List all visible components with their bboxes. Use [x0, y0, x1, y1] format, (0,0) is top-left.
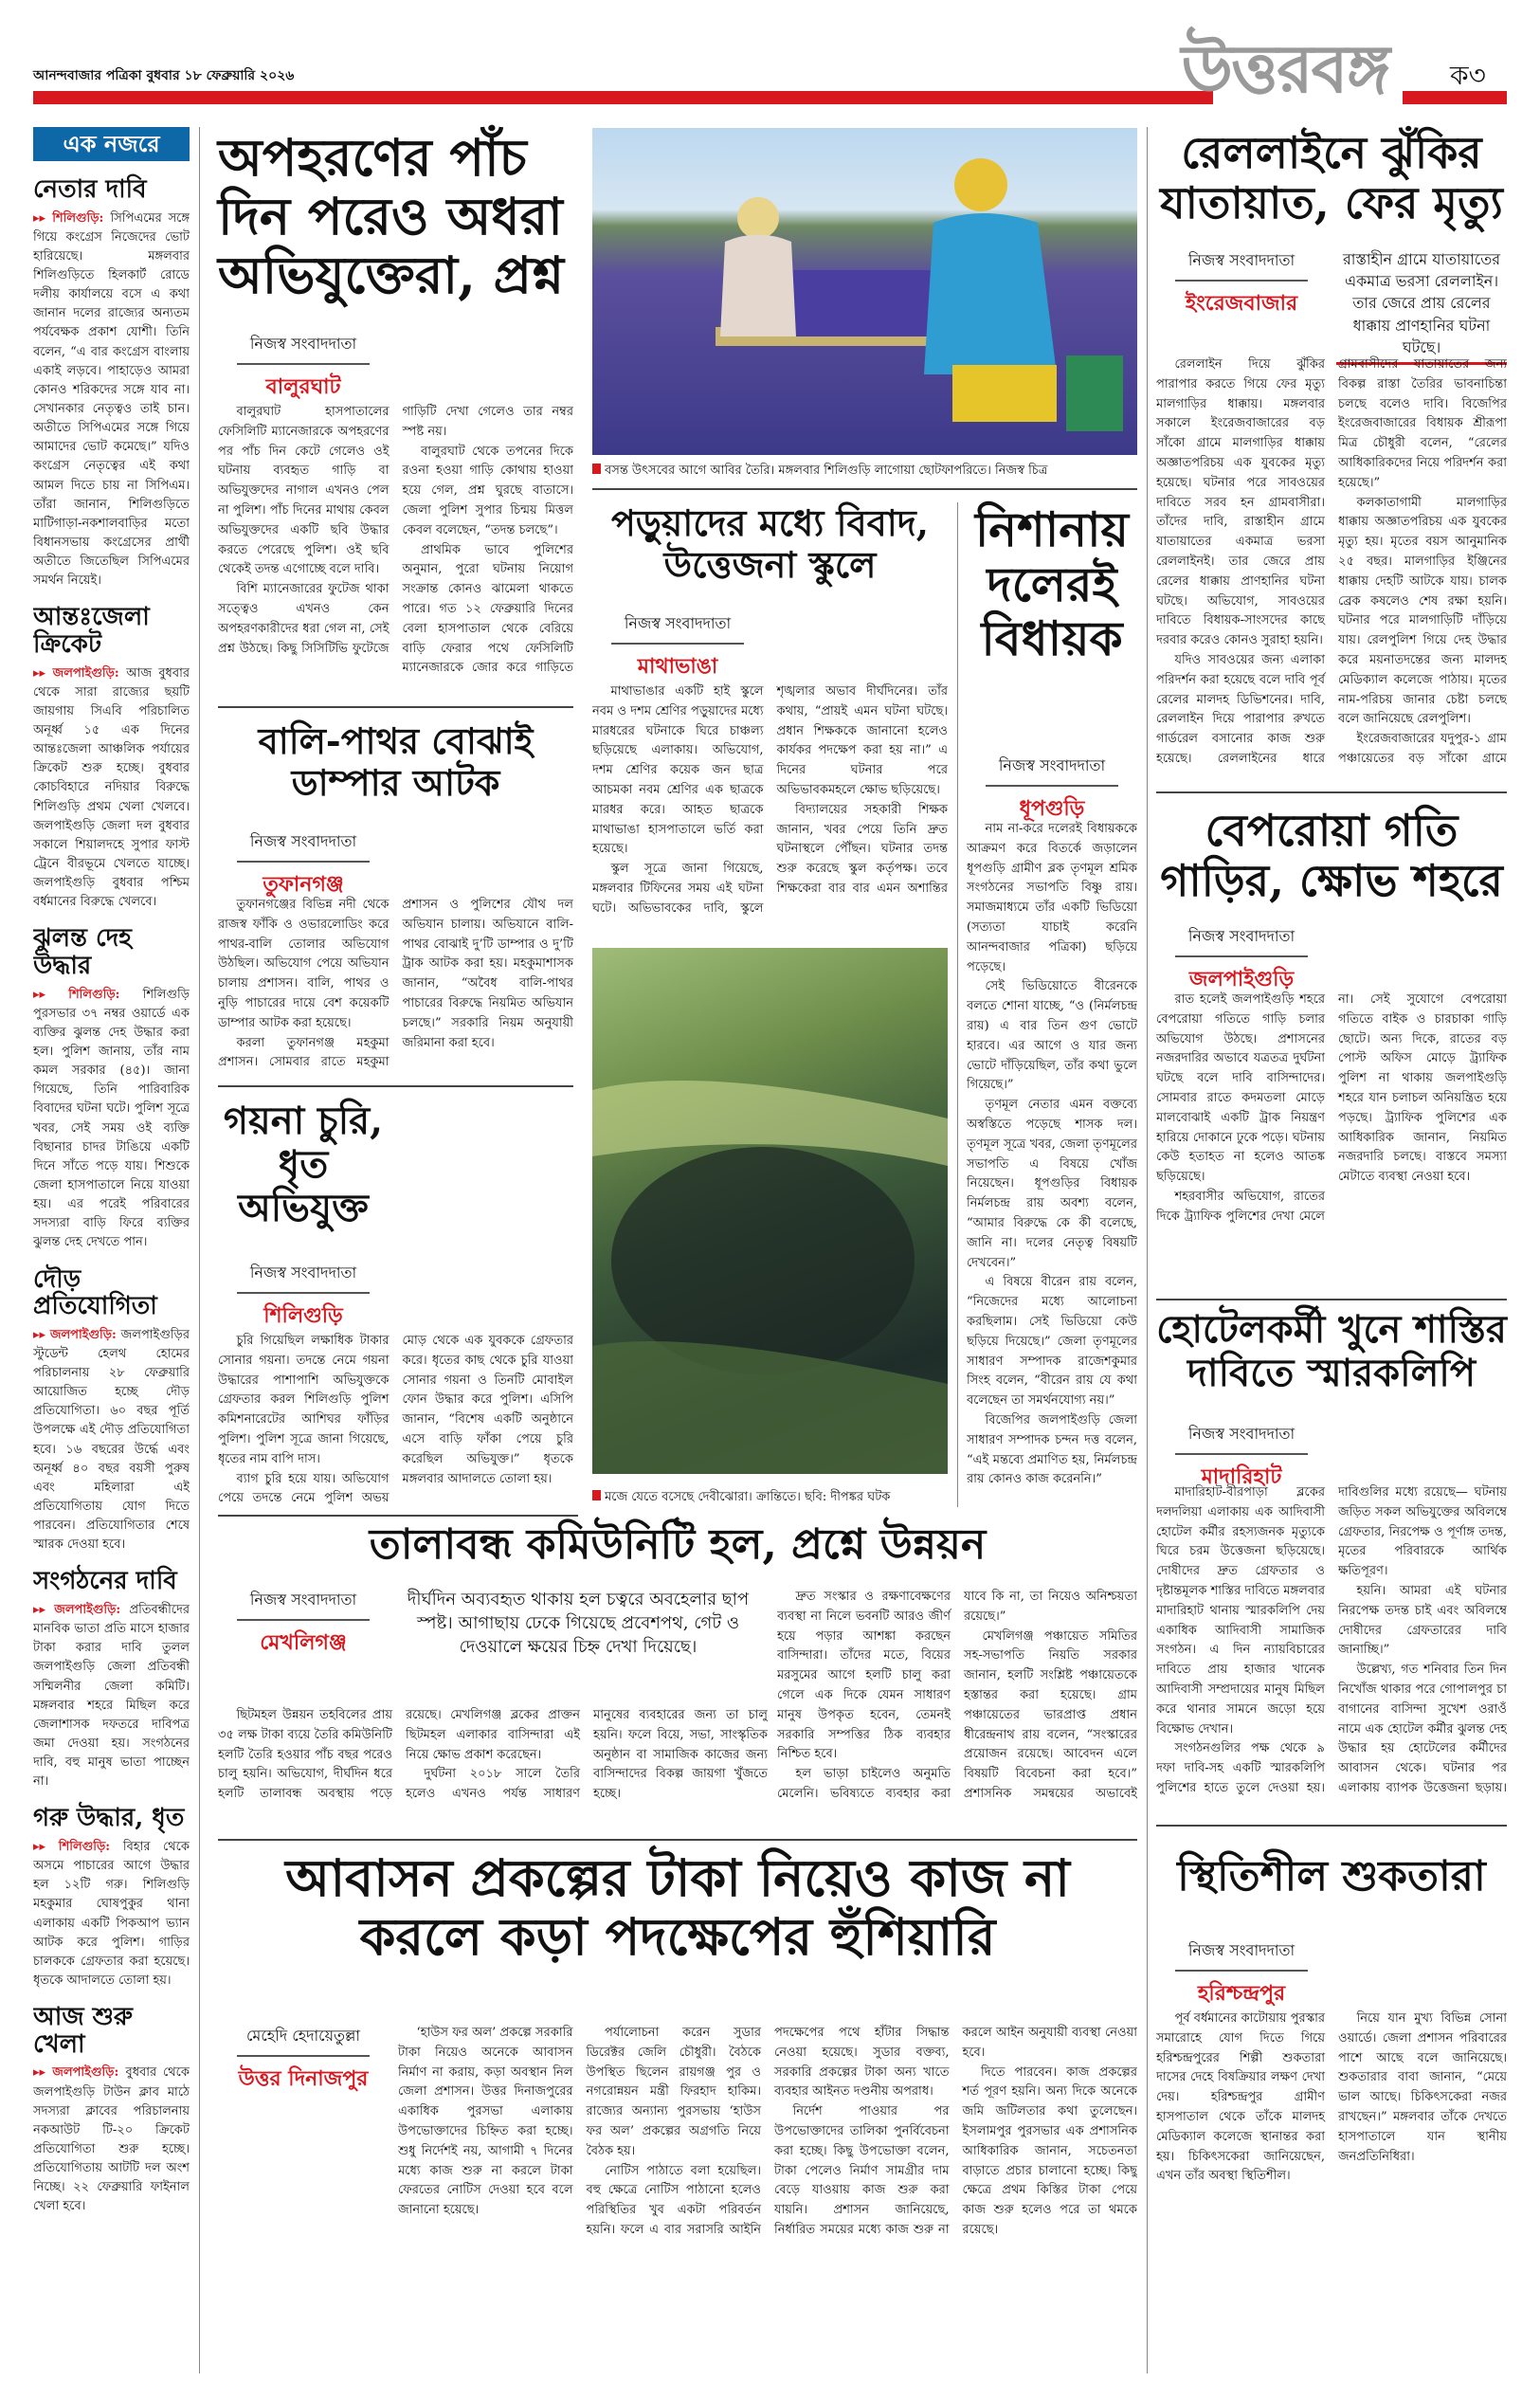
article-paragraph: মাথাভাঙার একটি হাই স্কুলে নবম ও দশম শ্রেণির পড়ুয়াদের মধ্যে মারধরের ঘটনাকে ঘিরে চাঞ্চল্য ছড়িয়েছে এলাকায়। অভিযোগ, দশম শ্রেণির কয়েক জন ছাত্র আচমকা নবম শ্রেণির এক ছাত্রকে মারধর করে। আহত ছাত্রকে মাথাভাঙা হাসপাতালে ভর্তি করা হয়েছে। — [592, 684, 764, 857]
masthead-date: আনন্দবাজার পত্রিকা বুধবার ১৮ ফেব্রুয়ারি ২০২৬ — [33, 68, 295, 83]
article-paragraph: কলকাতাগামী মালগাড়ির ধাক্কায় অজ্ঞাতপরিচয় এক যুবকের মৃত্যু হয়। মৃতের বয়স আনুমানিক ২৫ বছর। মালগাড়ির ইঞ্জিনের ধাক্কায় দেহটি আটকে যায়। চালক ব্রেক কষলেও শেষ রক্ষা হয়নি। ঘটনার পরে মালগাড়িটি দাঁড়িয়ে যায়। রেলপুলিশ গিয়ে দেহ উদ্ধার করে ময়নাতদন্তের জন্য মালদহ মেডিক্যাল কলেজে পাঠায়। মৃতের নাম-পরিচয় জানার চেষ্টা চলছে বলে জানিয়েছে রেলপুলিশ। — [1338, 495, 1507, 727]
body-hotel — [1156, 1483, 1507, 1806]
article-paragraph: দিতে পারবেন। কাজ প্রকল্পের শর্ত পূরণ হয়নি। অন্য দিকে অনেকে জমি জটিলতার কথা তুলেছেন। ইসলামপুর পুরসভার এক প্রশাসনিক আধিকারিক জানান, সচেতনতা বাড়াতে প্রচার চালানো হচ্ছে। কিছু ক্ষেত্রে প্রথম কিস্তির টাকা পেয়ে কাজ শুরু হলেও পরে তা থমকে রয়েছে। — [962, 2064, 1137, 2237]
headline-speed: বেপরোয়া গতি গাড়ির, ক্ষোভ শহরে — [1160, 805, 1503, 906]
brief-text — [33, 664, 190, 913]
headline-housing: আবাসন প্রকল্পের টাকা নিয়েও কাজ না করলে কড়া পদক্ষেপের হুঁশিয়ারি — [285, 1847, 1070, 1968]
brief-place: ▸▸ জলপাইগুড়ি: — [33, 665, 127, 681]
headline-jewel: গয়না চুরি, ধৃত অভিযুক্ত — [223, 1099, 384, 1230]
body-school — [592, 682, 948, 938]
brief-body: শিলিগুড়ি পুরসভার ৩৭ নম্বর ওয়ার্ডে এক ব্যক্তির ঝুলন্ত দেহ উদ্ধার করা হল। পুলিশ জানায়, তাঁর নাম কমল সরকার (৪৫)। জানা গিয়েছে, তিনি পারিবারিক বিবাদের ঘটনা ঘটে। পুলিশ সূত্রে খবর, সেই সময় ওই ব্যক্তি বিছানার চাদর টাঙিয়ে একটি দিনে সাঁতে পড়ে যায়। শিশুকে জেলা হাসপাতালে নিয়ে যাওয়া হয়। এর পরেই পরিবারের সদস্যরা বাড়ি ফিরে ব্যক্তির ঝুলন্ত দেহ দেখতে পান। — [33, 987, 190, 1250]
caption-marker-icon — [592, 1490, 601, 1500]
page-number: ক৩ — [1450, 60, 1486, 91]
article-paragraph: নোটিস পাঠাতে বলা হয়েছিল। বহু ক্ষেত্রে নোটিস পাঠানো হলেও পরিস্থিতির খুব একটা পরিবর্তন হয়নি। ফলে এ বার সরাসরি আইনি পদক্ষেপের পথে হাঁটার সিদ্ধান্ত নেওয়া হয়েছে। সুডার বক্তব্য, সরকারি প্রকল্পের টাকা অন্য খাতে ব্যবহার আইনত দণ্ডনীয় অপরাধ। — [586, 2026, 950, 2237]
byline-mla: নিজস্ব সংবাদদাতা ধূপগুড়ি — [967, 754, 1137, 827]
brief-heading: আজ শুরু খেলা — [33, 2003, 133, 2059]
byline-housing: মেহেদি হেদায়েতুল্লা উত্তর দিনাজপুর — [218, 2024, 389, 2098]
column-divider — [199, 127, 200, 2373]
article-paragraph: ব্যাগ চুরি হয়ে যায়। অভিযোগ পেয়ে তদন্তে নেমে পুলিশ অভয় মোড় থেকে এক যুবককে গ্রেফতার করে। ধৃতের কাছ থেকে চুরি যাওয়া সোনার গয়না ও তিনটি মোবাইল ফোন উদ্ধার করে পুলিশ। এসিপি জানান, “বিশেষ একটি অনুষ্ঠানে এসে বাড়ি ফাঁকা পেয়ে চুরি করেছিল অভিযুক্ত।” ধৃতকে মঙ্গলবার আদালতে তোলা হয়। — [218, 1334, 573, 1506]
body-kidnap — [218, 403, 573, 692]
article-paragraph: বালুরঘাট থেকে তপনের দিকে রওনা হওয়া গাড়ি কোথায় হাওয়া হয়ে গেল, প্রশ্ন ঘুরছে বাতাসে। জেলা পুলিশ সুপার চিন্ময় মিত্তল কেবল বলেছেন, “তদন্ত চলছে”। — [402, 444, 573, 537]
subhead-rail: রাস্তাহীন গ্রামে যাতায়াতের একমাত্র ভরসা রেললাইন। তার জেরে প্রায় রেলের ধাক্কায় প্রাণহানির ঘটনা ঘটছে। — [1336, 248, 1507, 365]
brief-place: ▸▸ শিলিগুড়ি: — [33, 210, 111, 226]
article-paragraph: দ্রুত সংস্কার ও রক্ষণাবেক্ষণের ব্যবস্থা না নিলে ভবনটি আরও জীর্ণ হয়ে পড়ার আশঙ্কা করছেন বাসিন্দারা। তাঁদের মতে, বিয়ের মরসুমের আগে হলটি চালু করা গেলে এক দিকে যেমন সাধারণ মানুষ উপকৃত হবেন, তেমনই সরকারি সম্পত্তির ঠিক ব্যবহার নিশ্চিত হবে। — [777, 1590, 951, 1762]
divider — [1156, 1825, 1507, 1827]
brief-place: ▸▸ শিলিগুড়ি: — [33, 1840, 123, 1855]
divider — [1156, 791, 1507, 793]
article-paragraph: সংগঠনগুলির পক্ষ থেকে ৯ দফা দাবি-সহ একটি স্মারকলিপি পুলিশের হাতে তুলে দেওয়া হয়। দাবিগুলির মধ্যে রয়েছে— ঘটনায় জড়িত সকল অভিযুক্তের অবিলম্বে গ্রেফতার, নিরপেক্ষ ও পূর্ণাঙ্গ তদন্ত, মৃতের পরিবারকে আর্থিক ক্ষতিপূরণ। — [1156, 1485, 1507, 1795]
caption-marker-icon — [592, 464, 601, 474]
article-paragraph: ছিটমহল উন্নয়ন তহবিলের প্রায় ৩৫ লক্ষ টাকা ব্যয়ে তৈরি কমিউনিটি হলটি তৈরি হওয়ার পাঁচ বছর পরেও চালু হয়নি। অভিযোগ, দীর্ঘদিন ধরে হলটি তালাবন্ধ অবস্থায় পড়ে রয়েছে। মেখলিগঞ্জ ব্লকের প্রাক্তন ছিটমহল এলাকার বাসিন্দারা এই নিয়ে ক্ষোভ প্রকাশ করেছেন। — [218, 1708, 580, 1802]
body-dumper — [218, 896, 573, 1076]
brief-text — [33, 986, 190, 1253]
section-title: উত্তরবঙ্গ — [1181, 29, 1388, 108]
briefs-title: এক নজরে — [33, 127, 190, 161]
byline-school: নিজস্ব সংবাদদাতা মাথাভাঙা — [592, 611, 763, 685]
headline-mla: নিশানায় দলেরই বিধায়ক — [974, 501, 1130, 666]
article-paragraph: প্রাথমিক ভাবে পুলিশের অনুমান, পুরো ঘটনায় নিয়োগ সংক্রান্ত কোনও ঝামেলা থাকতে পারে। গত ১২ ফেব্রুয়ারি দিনের বেলা হাসপাতাল থেকে বেরিয়ে বাড়ি ফেরার পথে ফেসিলিটি ম্যানেজারকে জোর করে গাড়িতে — [402, 542, 573, 676]
brief-text — [33, 1838, 190, 1991]
divider — [592, 488, 1137, 490]
column-divider — [1147, 127, 1148, 2373]
byline-shuktara: নিজস্ব সংবাদদাতা হরিশ্চন্দ্রপুর — [1156, 1938, 1327, 2012]
briefs-column — [33, 163, 190, 2372]
brief-body: বিহার থেকে অসমে পাচারের আগে উদ্ধার হল ১২টি গরু। শিলিগুড়ি মহকুমার ঘোষপুকুর থানা এলাকায় একটি পিকআপ ভ্যান আটক করে পুলিশ। গাড়ির চালককে গ্রেফতার করা হয়েছে। ধৃতকে আদালতে তোলা হয়। — [33, 1840, 190, 1989]
article-paragraph: নির্দেশ পাওয়ার পর উপভোক্তাদের তালিকা পুনর্বিবেচনা করা হচ্ছে। কিছু উপভোক্তা বলেন, টাকা পেলেও নির্মাণ সামগ্রীর দাম বেড়ে যাওয়ায় কাজ শুরু করা যায়নি। প্রশাসন জানিয়েছে, নির্ধারিত সময়ের মধ্যে কাজ শুরু না করলে আইন অনুযায়ী ব্যবস্থা নেওয়া হবে। — [774, 2026, 1137, 2237]
headline-school: পড়ুয়াদের মধ্যে বিবাদ, উত্তেজনা স্কুলে — [611, 501, 929, 586]
article-paragraph: পর্যালোচনা করেন সুডার ডিরেক্টর জেলি চৌধুরী। বৈঠকে উপস্থিত ছিলেন রায়গঞ্জ পুর ও নগরোন্নয়ন মন্ত্রী ফিরহাদ হাকিম। রাজ্যের অন্যান্য পুরসভায় ‘হাউস ফর অল’ প্রকল্পের অগ্রগতি নিয়ে বৈঠক হয়। — [586, 2026, 761, 2158]
brief-text — [33, 2064, 190, 2216]
body-speed — [1156, 991, 1507, 1289]
article-paragraph: ইংরেজবাজারের যদুপুর-১ গ্রাম পঞ্চায়েতের বড় সাঁকো গ্রামে — [1338, 732, 1507, 766]
divider — [1156, 1299, 1507, 1300]
masthead-rule — [33, 91, 1213, 104]
article-paragraph: তুফানগঞ্জের বিভিন্ন নদী থেকে রাজস্ব ফাঁকি ও ওভারলোডিং করে পাথর-বালি তোলার অভিযোগ উঠছিল। অভিযোগ পেয়ে অভিযান চালায় প্রশাসন। বালি, পাথর ও নুড়ি পাচারের দায়ে বেশ কয়েকটি ডাম্পার আটক করা হয়েছে। — [218, 898, 390, 1030]
headline-hall: তালাবন্ধ কমিউনিটি হল, প্রশ্নে উন্নয়ন — [369, 1520, 987, 1569]
byline-hall: নিজস্ব সংবাদদাতা মেখলিগঞ্জ — [218, 1588, 389, 1662]
brief-body: আজ বুধবার থেকে সারা রাজ্যের ছয়টি জায়গায় সিএবি পরিচালিত অনূর্ধ্ব ১৫ এক দিনের আন্তঃজেলা আঞ্চলিক পর্যায়ের ক্রিকেট শুরু হচ্ছে। বুধবার কোচবিহারে নদিয়ার বিরুদ্ধে শিলিগুড়ি প্রথম খেলা খেলবে। জলপাইগুড়ি জেলা দল বুধবার সকালে শিয়ালদহে সুপার ফাস্ট ট্রেনে বীরভূমে খেলতে যাচ্ছে। জলপাইগুড়ি বুধবার পশ্চিম বর্ধমানের বিরুদ্ধে খেলবে। — [33, 665, 190, 910]
brief-heading: আন্তঃজেলা ক্রিকেট — [33, 603, 150, 659]
brief-place: ▸▸ জলপাইগুড়ি: — [33, 1603, 130, 1618]
article-paragraph: বালুরঘাট হাসপাতালের ফেসিলিটি ম্যানেজারকে অপহরণের পর পাঁচ দিন কেটে গেলেও ওই ঘটনায় ব্যবহৃত গাড়ি বা অভিযুক্তদের নাগাল এখনও পেল না পুলিশ। পাঁচ দিনের মাথায় কেবল অভিযুক্তদের একটি ছবি উদ্ধার করতে পেরেছে পুলিশ। ওই ছবি থেকেই তদন্ত এগোচ্ছে বলে দাবি। — [218, 405, 390, 577]
byline-jewel: নিজস্ব সংবাদদাতা শিলিগুড়ি — [218, 1261, 389, 1335]
article-paragraph: রাত হলেই জলপাইগুড়ি শহরে বেপরোয়া গতিতে গাড়ি চলার অভিযোগ উঠছে। প্রশাসনের নজরদারির অভাবে যত্রতত্র দুর্ঘটনা ঘটছে বলে দাবি বাসিন্দাদের। সোমবার রাতে কদমতলা মোড়ে মালবোঝাই একটি ট্রাক নিয়ন্ত্রণ হারিয়ে দোকানে ঢুকে পড়ে। ঘটনায় কেউ হতাহত না হলেও আতঙ্ক ছড়িয়েছে। — [1156, 992, 1325, 1185]
brief-heading: সংগঠনের দাবি — [33, 1567, 177, 1596]
headline-rail: রেললাইনে ঝুঁকির যাতায়াত, ফের মৃত্যু — [1160, 127, 1503, 228]
brief-heading: গরু উদ্ধার, ধৃত — [33, 1804, 185, 1833]
brief-text — [33, 209, 190, 591]
article-paragraph: নাম না-করে দলেরই বিধায়ককে আক্রমণ করে বিতর্কে জড়ালেন ধূপগুড়ি গ্রামীণ ব্লক তৃণমূল শ্রমিক সংগঠনের সভাপতি বিষ্ণু রায়। সমাজমাধ্যমে তাঁর একটি ভিডিয়ো (সত্যতা যাচাই করেনি আনন্দবাজার পত্রিকা) ছড়িয়ে পড়েছে। — [967, 822, 1137, 974]
pullquote-hall: দীর্ঘদিন অব্যবহৃত থাকায় হল চত্বরে অবহেলার ছাপ স্পষ্ট। আগাছায় ঢেকে গিয়েছে প্রবেশপথ, গেট ও দেওয়ালে ক্ষয়ের চিহ্ন দেখা দিয়েছে। — [407, 1590, 750, 1658]
headline-hotel: হোটেলকর্মী খুনে শাস্তির দাবিতে স্মারকলিপি — [1156, 1307, 1507, 1395]
brief-body: জলপাইগুড়ির স্টুডেন্ট হেলথ হোমের পরিচালনায় ২৮ ফেব্রুয়ারি আয়োজিত হচ্ছে দৌড় প্রতিযোগিতা। ৬০ বছর পূর্তি উপলক্ষে এই দৌড় প্রতিযোগিতা হবে। ১৬ বছরের উর্দ্ধে এবং অনূর্ধ্ব ৪০ বছর বয়সী পুরুষ এবং মহিলারা এই প্রতিযোগিতায় যোগ দিতে পারবেন। প্রতিযোগিতার শেষে স্মারক দেওয়া হবে। — [33, 1327, 190, 1553]
article-paragraph: দুর্ঘটনা ২০১৮ সালে তৈরি হলেও এখনও পর্যন্ত সাধারণ মানুষের ব্যবহারের জন্য তা চালু হয়নি। ফলে বিয়ে, সভা, সাংস্কৃতিক অনুষ্ঠান বা সামাজিক কাজের জন্য বাসিন্দাদের বিকল্প জায়গা খুঁজতে হচ্ছে। — [406, 1708, 768, 1802]
photo-debijhora — [592, 948, 948, 1474]
article-paragraph: বিদ্যালয়ের সহকারী শিক্ষক জানান, খবর পেয়ে তিনি দ্রুত ঘটনাস্থলে পৌঁছন। ঘটনার তদন্ত শুরু করেছে স্কুল কর্তৃপক্ষ। তবে শিক্ষকেরা বার বার এমন অশান্তির — [776, 802, 948, 896]
article-paragraph: মাদারিহাট-বীরপাড়া ব্লকের দলদলিয়া এলাকায় এক আদিবাসী হোটেল কর্মীর রহস্যজনক মৃত্যুকে ঘিরে চরম উত্তেজনা ছড়িয়েছে। দোষীদের দ্রুত গ্রেফতার ও দৃষ্টান্তমূলক শাস্তির দাবিতে মঙ্গলবার মাদারিহাট থানায় স্মারকলিপি দেয় একাধিক আদিবাসী সামাজিক সংগঠন। এ দিন ন্যায়বিচারের দাবিতে প্রায় হাজার খানেক আদিবাসী সম্প্রদায়ের মানুষ মিছিল করে থানার সামনে জড়ো হয়ে বিক্ষোভ দেখান। — [1156, 1485, 1325, 1736]
body-shuktara — [1156, 2009, 1507, 2370]
headline-kidnap: অপহরণের পাঁচ দিন পরেও অধরা অভিযুক্তেরা, প্রশ্ন — [218, 127, 564, 306]
divider — [218, 1085, 573, 1087]
body-hall — [218, 1706, 768, 1829]
column-divider — [957, 502, 958, 1507]
brief-heading: নেতার দাবি — [33, 175, 147, 204]
brief-place: ▸▸ জলপাইগুড়ি: — [33, 2065, 126, 2081]
brief-place: ▸▸ শিলিগুড়ি: — [33, 987, 143, 1002]
article-paragraph: এ বিষয়ে বীরেন রায় বলেন, “নিজেদের মধ্যে আলোচনা করছিলাম। সেই ভিডিয়ো কেউ ছড়িয়ে দিয়েছে।” জেলা তৃণমূলের সাধারণ সম্পাদক রাজেশকুমার সিংহ বলেন, “বীরেন রায় যে কথা বলেছেন তা সমর্থনযোগ্য নয়।” — [967, 1275, 1137, 1409]
photo-caption-top: বসন্ত উৎসবের আগে আবির তৈরি। মঙ্গলবার শিলিগুড়ি লাগোয়া ছোটফাপরিতে। নিজস্ব চিত্র — [592, 462, 1137, 482]
byline-hotel: নিজস্ব সংবাদদাতা মাদারিহাট — [1156, 1422, 1327, 1496]
brief-body: সিপিএমের সঙ্গে গিয়ে কংগ্রেস নিজেদের ভোট হারিয়েছে। মঙ্গলবার শিলিগুড়িতে হিলকার্ট রোডে দলীয় কার্যালয়ে বসে এ কথা জানান দলের রাজ্যের অন্যতম পর্যবেক্ষক প্রকাশ যোশী। তিনি বলেন, “এ বার কংগ্রেস বাংলায় একাই লড়বে। পাহাড়েও আমরা কোনও শরিকদের সঙ্গে যাব না। সেখানকার নেতৃত্বও তাই চান। অতীতে সিপিএমের সঙ্গে গিয়ে আমাদের ভোট কমেছে।” যদিও কংগ্রেস নেতৃত্বের এই কথা আমল দিতে চায় না সিপিএম। তাঁরা জানান, শিলিগুড়িতে মাটিগাড়া-নকশালবাড়ির মতো বিধানসভায় কংগ্রেসের প্রার্থী অতীতে জিতেছিল সিপিএমের সমর্থন নিয়েই। — [33, 210, 190, 589]
article-paragraph: করলা তুফানগঞ্জ মহকুমা প্রশাসন। সোমবার রাতে মহকুমা প্রশাসন ও পুলিশের যৌথ দল অভিযান চালায়। অভিযানে বালি-পাথর বোঝাই দু’টি ডাম্পার ও দু’টি ট্রাক আটক করা হয়। মহকুমাশাসক জানান, “অবৈধ বালি-পাথর পাচারের বিরুদ্ধে নিয়মিত অভিযান চলছে।” সরকারি নিয়ম অনুযায়ী জরিমানা করা হবে। — [218, 898, 573, 1070]
photo-debijhora-illustration — [592, 948, 948, 1474]
brief-text — [33, 1326, 190, 1555]
divider — [218, 1839, 1137, 1841]
headline-dumper: বালি-পাথর বোঝাই ডাম্পার আটক — [258, 719, 534, 804]
brief-place: ▸▸ জলপাইগুড়ি: — [33, 1327, 121, 1342]
photo-caption-bottom: মজে যেতে বসেছে দেবীঝোরা। ক্রান্তিতে। ছবি: দীপঙ্কর ঘটক — [592, 1488, 948, 1508]
photo-abir-illustration — [592, 128, 1137, 455]
article-paragraph: উল্লেখ্য, গত শনিবার তিন দিন নিখোঁজ থাকার পরে গোপালপুর চা বাগানের বাসিন্দা সুখেশ ওরাওঁ নামে এক হোটেল কর্মীর ঝুলন্ত দেহ উদ্ধার হয় হোটেলের কর্মীদের আবাসন থেকে। ঘটনার পর এলাকায় ব্যাপক উত্তেজনা ছড়ায়। — [1338, 1663, 1507, 1795]
article-paragraph: হল ভাড়া চাইলেও অনুমতি মেলেনি। ভবিষ্যতে ব্যবহার করা যাবে কি না, তা নিয়েও অনিশ্চয়তা রয়েছে।” — [777, 1590, 1137, 1801]
divider — [218, 706, 573, 708]
article-paragraph: নিয়ে যান মুখ্য বিভিন্ন সোনা ওয়ার্ডে। জেলা প্রশাসন পরিবারের পাশে আছে বলে জানিয়েছে। শুকতারার বাবা জানান, “মেয়ে ভাল আছে। চিকিৎসকেরা নজর রাখছেন।” মঙ্গলবার তাঁকে দেখতে হাসপাতালে যান স্থানীয় জনপ্রতিনিধিরা। — [1338, 2011, 1507, 2164]
brief-heading: দৌড় প্রতিযোগিতা — [33, 1264, 157, 1321]
body-rail — [1156, 355, 1507, 777]
body-mla — [967, 820, 1137, 1512]
article-paragraph: রেললাইন দিয়ে ঝুঁকির পারাপার করতে গিয়ে ফের মৃত্যু মালগাড়ির ধাক্কায়। মঙ্গলবার সকালে ইংরেজবাজারের বড় সাঁকো গ্রামে মালগাড়ির ধাক্কায় অজ্ঞাতপরিচয় এক যুবকের মৃত্যু হয়েছে। ঘটনার পরে সাবওয়ের দাবিতে সরব হন গ্রামবাসীরা। তাঁদের দাবি, রাস্তাহীন গ্রামে যাতায়াতের একমাত্র ভরসা রেললাইনই। তার জেরে প্রায় রেলের ধাক্কায় প্রাণহানির ঘটনা ঘটছে। অভিযোগ, সাবওয়ের দাবিতে বিধায়ক-সাংসদের কাছে দরবার করেও কোনও সুরাহা হয়নি। — [1156, 357, 1325, 648]
article-paragraph: তৃণমূল নেতার এমন বক্তব্যে অস্বস্তিতে পড়েছে শাসক দল। তৃণমূল সূত্রে খবর, জেলা তৃণমূলের সভাপতি এ বিষয়ে খোঁজ নিয়েছেন। ধূপগুড়ির বিধায়ক নির্মলচন্দ্র রায় অবশ্য বলেন, “আমার বিরুদ্ধে কে কী বলেছে, জানি না। দলের নেতৃত্ব বিষয়টি দেখবেন।” — [967, 1098, 1137, 1270]
body-housing — [398, 2024, 1137, 2370]
article-paragraph: সেই ভিডিয়োতে বীরেনকে বলতে শোনা যাচ্ছে, “ও (নির্মলচন্দ্র রায়) এ বার তিন গুণ ভোটে হারবে। এর আগে ও যার জন্য ভোটে দাঁড়িয়েছিল, তাঁর কথা ভুলে গিয়েছে।” — [967, 979, 1137, 1093]
article-paragraph: পূর্ব বর্ধমানের কাটোয়ায় পুরস্কার সমারোহে যোগ দিতে গিয়ে হরিশ্চন্দ্রপুরের শিল্পী শুকতারা দাসের দেহে বিষক্রিয়ার লক্ষণ দেখা দেয়। হরিশ্চন্দ্রপুর গ্রামীণ হাসপাতাল থেকে তাঁকে মালদহ মেডিক্যাল কলেজে স্থানান্তর করা হয়। চিকিৎসকেরা জানিয়েছেন, এখন তাঁর অবস্থা স্থিতিশীল। — [1156, 2011, 1325, 2184]
byline-speed: নিজস্ব সংবাদদাতা জলপাইগুড়ি — [1156, 924, 1327, 998]
photo-abir — [592, 128, 1137, 455]
article-paragraph: যদিও সাবওয়ের জন্য এলাকা পরিদর্শন করা হয়েছে বলে দাবি পূর্ব রেলের মালদহ ডিভিশনের। দাবি, রেললাইন দিয়ে পারাপার রুখতে গার্ডরেল বসানোর কাজ শুরু হয়েছে। রেললাইনের ধারে গ্রামবাসীদের যাতায়াতের জন্য বিকল্প রাস্তা তৈরির ভাবনাচিন্তা চলছে বলেও দাবি। বিজেপির ইংরেজবাজারের বিধায়ক শ্রীরূপা মিত্র চৌধুরী বলেন, “রেলের আধিকারিকদের নিয়ে পরিদর্শন করা হয়েছে।” — [1156, 357, 1507, 766]
brief-body: বুধবার থেকে জলপাইগুড়ি টাউন ক্লাব মাঠে সদস্যরা ক্লাবের পরিচালনায় নকআউট টি-২০ ক্রিকেট প্রতিযোগিতা শুরু হচ্ছে। প্রতিযোগিতায় আটটি দল অংশ নিচ্ছে। ২২ ফেব্রুয়ারি ফাইনাল খেলা হবে। — [33, 2065, 190, 2214]
article-paragraph: ‘হাউস ফর অল’ প্রকল্পে সরকারি টাকা নিয়েও অনেকে আবাসন নির্মাণ না করায়, কড়া অবস্থান নিল জেলা প্রশাসন। উত্তর দিনাজপুরের একাধিক পুরসভা এলাকায় উপভোক্তাদের চিহ্নিত করা হচ্ছে। শুধু নির্দেশই নয়, আগামী ৭ দিনের মধ্যে কাজ শুরু না করলে টাকা ফেরতের নোটিস দেওয়া হবে বলে জানানো হয়েছে। — [398, 2026, 573, 2218]
byline-kidnap: নিজস্ব সংবাদদাতা বালুরঘাট — [218, 332, 389, 406]
article-paragraph: বিজেপির জলপাইগুড়ি জেলা সাধারণ সম্পাদক চন্দন দত্ত বলেন, “এই মন্তব্যে প্রমাণিত হয়, নির্মলচন্দ্র রায় কোনও কাজ করেননি।” — [967, 1412, 1137, 1487]
article-paragraph: হয়নি। আমরা এই ঘটনার নিরপেক্ষ তদন্ত চাই এবং অবিলম্বে দোষীদের গ্রেফতারের দাবি জানাচ্ছি।” — [1338, 1583, 1507, 1658]
brief-text — [33, 1601, 190, 1791]
article-paragraph: শহরবাসীর অভিযোগ, রাতের দিকে ট্র্যাফিক পুলিশের দেখা মেলে না। সেই সুযোগে বেপরোয়া গতিতে বাইক ও চারচাকা গাড়ি ছোটে। অন্য দিকে, রাতের বড় পোস্ট অফিস মোড়ে ট্র্যাফিক পুলিশ না থাকায় জলপাইগুড়ি শহরে যান চলাচল অনিয়ন্ত্রিত হয়ে পড়ছে। ট্র্যাফিক পুলিশের এক আধিকারিক জানান, নিয়মিত নজরদারি চলছে। বাস্তবে সমস্যা মেটাতে ব্যবস্থা নেওয়া হবে। — [1156, 992, 1507, 1224]
article-paragraph: স্কুল সূত্রে জানা গিয়েছে, মঙ্গলবার টিফিনের সময় এই ঘটনা ঘটে। অভিভাবকের দাবি, স্কুলে শৃঙ্খলার অভাব দীর্ঘদিনের। তাঁর কথায়, “প্রায়ই এমন ঘটনা ঘটছে। প্রধান শিক্ষককে জানানো হলেও কার্যকর পদক্ষেপ করা হয় না।” এ দিনের ঘটনার পরে অভিভাবকমহলে ক্ষোভ ছড়িয়েছে। — [592, 684, 948, 916]
body-hall-cont — [777, 1588, 1137, 1829]
byline-rail: নিজস্ব সংবাদদাতা ইংরেজবাজার — [1156, 248, 1327, 322]
article-paragraph: চুরি গিয়েছিল লক্ষাধিক টাকার সোনার গয়না। তদন্তে নেমে গয়না উদ্ধারের পাশাপাশি অভিযুক্তকে গ্রেফতার করল শিলিগুড়ি পুলিশ কমিশনারেটের আশিঘর ফাঁড়ির পুলিশ। পুলিশ সূত্রে জানা গিয়েছে, ধৃতের নাম বাপি দাস। — [218, 1334, 390, 1466]
brief-body: প্রতিবন্ধীদের মানবিক ভাতা প্রতি মাসে হাজার টাকা করার দাবি তুলল জলপাইগুড়ি জেলা প্রতিবন্ধী সম্মিলনীর জেলা কমিটি। মঙ্গলবার শহরে মিছিল করে জেলাশাসক দফতরে দাবিপত্র জমা দেওয়া হয়। সংগঠনের দাবি, বহু মানুষ ভাতা পাচ্ছেন না। — [33, 1603, 190, 1790]
headline-shuktara: স্থিতিশীল শুকতারা — [1177, 1852, 1486, 1900]
brief-heading: ঝুলন্ত দেহ উদ্ধার — [33, 924, 132, 981]
body-jewel — [218, 1332, 573, 1512]
article-paragraph: বিশি ম্যানেজারের ফুটেজ থাকা সত্ত্বেও এখনও কেন অপহরণকারীদের ধরা গেল না, সেই প্রশ্ন উঠছে। কিছু সিসিটিভি ফুটেজে গাড়িটি দেখা গেলেও তার নম্বর স্পষ্ট নয়। — [218, 405, 573, 656]
byline-dumper: নিজস্ব সংবাদদাতা তুফানগঞ্জ — [218, 829, 389, 903]
article-paragraph: মেখলিগঞ্জ পঞ্চায়েত সমিতির সহ-সভাপতি নিয়তি সরকার জানান, হলটি সংশ্লিষ্ট পঞ্চায়েতকে হস্তান্তর করা হয়েছে। গ্রাম পঞ্চায়েতের ভারপ্রাপ্ত প্রধান ধীরেন্দ্রনাথ রায় বলেন, “সংস্কারের প্রয়োজন রয়েছে। আবেদন এলে বিষয়টি বিবেচনা করা হবে।” প্রশাসনিক সমন্বয়ের অভাবেই — [964, 1628, 1137, 1801]
